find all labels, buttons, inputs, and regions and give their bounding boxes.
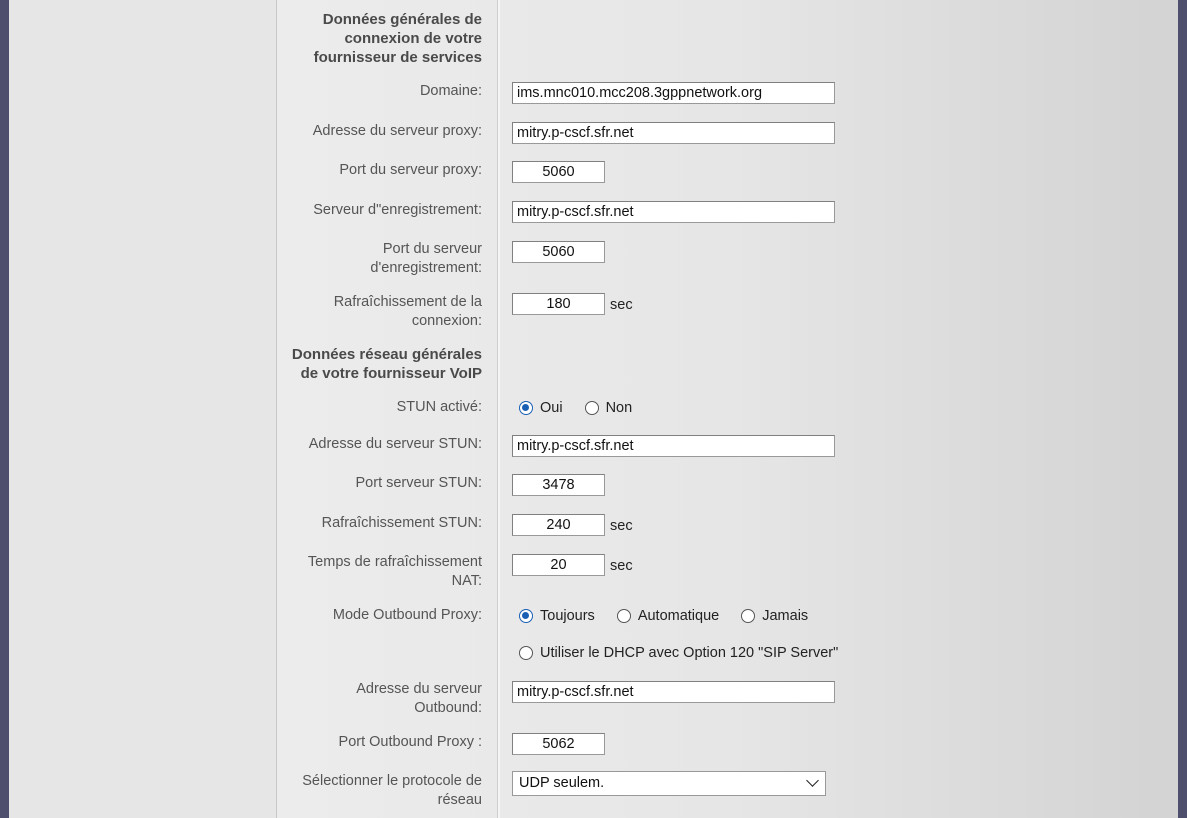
outbound-jamais-label: Jamais	[762, 608, 809, 624]
registrar-label: Serveur d"enregistrement:	[313, 202, 482, 218]
outbound-mode-label: Mode Outbound Proxy:	[332, 607, 482, 623]
stun-port-input[interactable]: 3478	[512, 474, 605, 496]
stun-refresh-unit: sec	[610, 518, 633, 534]
stun-enabled-label: STUN activé:	[396, 399, 482, 415]
domain-label: Domaine:	[419, 83, 482, 99]
radio-unchecked-icon[interactable]	[741, 609, 755, 623]
outbound-dhcp-label: Utiliser le DHCP avec Option 120 "SIP Server"	[540, 645, 839, 661]
stun-non-radio[interactable]	[585, 400, 633, 416]
stun-address-input[interactable]: mitry.p-cscf.sfr.net	[512, 435, 835, 457]
outbound-automatique-radio[interactable]	[617, 608, 719, 624]
proxy-address-input[interactable]: mitry.p-cscf.sfr.net	[512, 122, 835, 144]
registrar-input[interactable]: mitry.p-cscf.sfr.net	[512, 201, 835, 223]
outbound-dhcp-radio[interactable]	[519, 645, 838, 661]
sidebar	[9, 0, 277, 818]
section-title-connection: Données générales de connexion de votre fournisseur de services	[313, 11, 482, 66]
radio-unchecked-icon[interactable]	[519, 646, 533, 660]
column-divider	[497, 0, 500, 818]
outbound-toujours-label: Toujours	[540, 608, 595, 624]
protocol-label: Sélectionner le protocole de réseau	[302, 773, 482, 808]
stun-refresh-label: Rafraîchissement STUN:	[321, 515, 482, 531]
protocol-select-value: UDP seulem.	[519, 775, 605, 791]
nat-refresh-unit: sec	[610, 558, 633, 574]
outbound-dhcp-group	[519, 645, 860, 661]
outbound-jamais-radio[interactable]	[741, 608, 808, 624]
window-frame-left	[0, 0, 9, 818]
radio-checked-icon[interactable]	[519, 401, 533, 415]
window-frame-right	[1178, 0, 1187, 818]
stun-oui-label: Oui	[540, 400, 563, 416]
outbound-port-label: Port Outbound Proxy :	[338, 734, 482, 750]
nat-refresh-label: Temps de rafraîchissement NAT:	[307, 554, 482, 589]
section-title-network: Données réseau générales de votre fournisseur VoIP	[291, 346, 482, 382]
refresh-input[interactable]: 180	[512, 293, 605, 315]
outbound-address-label: Adresse du serveur Outbound:	[356, 681, 482, 716]
chevron-down-icon[interactable]	[806, 774, 819, 787]
radio-checked-icon[interactable]	[519, 609, 533, 623]
refresh-unit: sec	[610, 297, 633, 313]
registrar-port-label: Port du serveur d'enregistrement:	[370, 241, 482, 276]
outbound-automatique-label: Automatique	[637, 608, 720, 624]
stun-port-label: Port serveur STUN:	[355, 475, 482, 491]
stun-refresh-input[interactable]: 240	[512, 514, 605, 536]
stun-non-label: Non	[605, 400, 633, 416]
stun-oui-radio[interactable]	[519, 400, 563, 416]
refresh-label: Rafraîchissement de la connexion:	[333, 294, 482, 329]
proxy-port-input[interactable]: 5060	[512, 161, 605, 183]
radio-unchecked-icon[interactable]	[585, 401, 599, 415]
proxy-address-label: Adresse du serveur proxy:	[312, 123, 482, 139]
outbound-toujours-radio[interactable]	[519, 608, 595, 624]
stun-address-label: Adresse du serveur STUN:	[308, 436, 482, 452]
proxy-port-label: Port du serveur proxy:	[339, 162, 482, 178]
radio-unchecked-icon[interactable]	[617, 609, 631, 623]
domain-input[interactable]: ims.mnc010.mcc208.3gppnetwork.org	[512, 82, 835, 104]
registrar-port-input[interactable]: 5060	[512, 241, 605, 263]
outbound-mode-group	[519, 608, 830, 624]
protocol-select[interactable]	[512, 771, 826, 796]
outbound-port-input[interactable]: 5062	[512, 733, 605, 755]
nat-refresh-input[interactable]: 20	[512, 554, 605, 576]
stun-enabled-group	[519, 400, 654, 416]
outbound-address-input[interactable]: mitry.p-cscf.sfr.net	[512, 681, 835, 703]
